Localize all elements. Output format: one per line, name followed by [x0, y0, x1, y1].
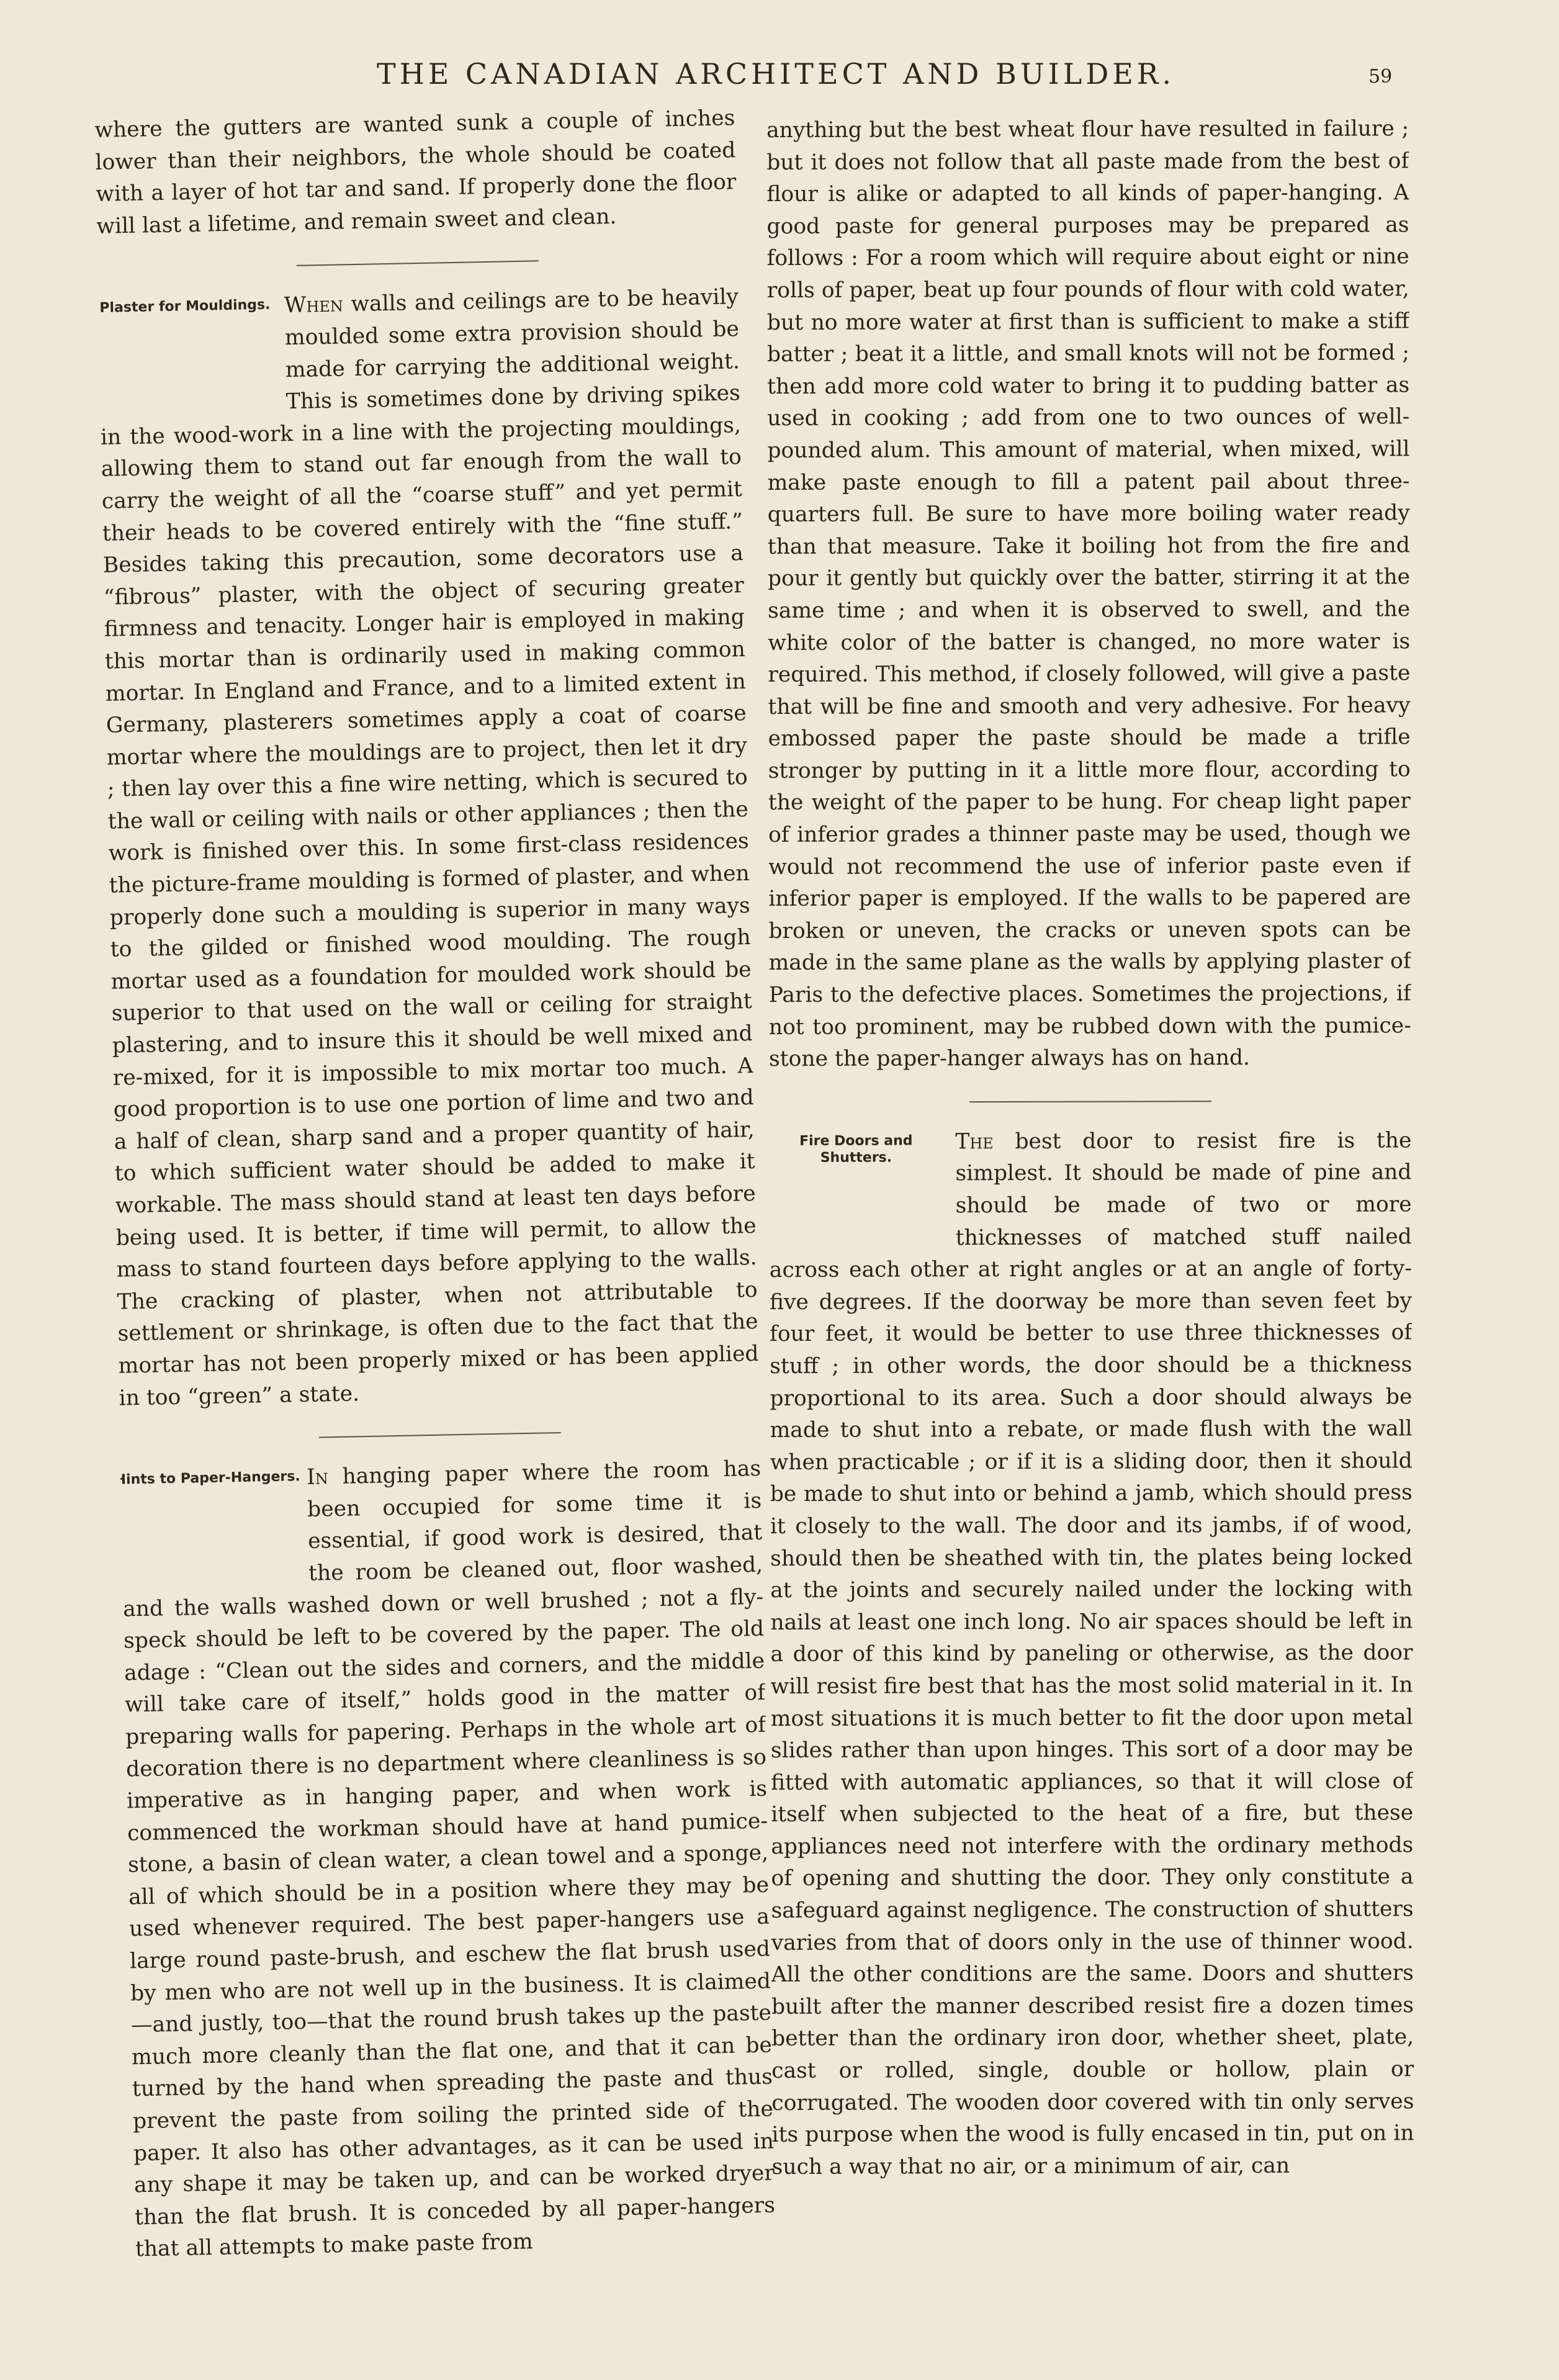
paper-lead-word: In — [306, 1464, 329, 1490]
plaster-paragraph — [98, 282, 760, 1415]
sidenote-fire-doors: Fire Doors and Shutters. — [799, 1133, 913, 1166]
fire-lead-word: The — [955, 1129, 994, 1155]
left-column — [94, 102, 777, 2324]
plaster-lead-word: When — [284, 292, 344, 318]
paper-body: hanging paper where the room has been occupied for some time it is essential, if good work is desired, that the room be cleaned out, floor washed, and the walls washed down or well brushed ; not a fly-speck should be left to be covered by the paper. The old adage : “Clean out the sides and corners, and the middle will take care of itself,” holds good in the matter of preparing walls for papering. Perhaps in the whole art of decoration there is no department where cleanliness is so imperative as in hanging paper, and when work is commenced the workman should have at hand pumice-stone, a basin of clean water, a clean towel and a sponge, all of which should be in a position where they may be used whenever required. The best paper-hangers use a large round paste-brush, and eschew the flat brush used by men who are not well up in the business. It is claimed —and justly, too—that the round brush takes up the paste much more cleanly than the flat one, and that it can be turned by the hand when spreading the paste and thus prevent the paste from soiling the printed side of the paper. It also has other advantages, as it can be used in any shape it may be taken up, and can be worked dryer than the flat brush. It is conceded by all paper-hangers that all attempts to make paste from — [122, 1456, 776, 2262]
plaster-body: walls and ceilings are to be heavily moulded some extra provision should be made for carrying the additional weight. This is sometimes done by driving spikes in the wood-work in a line with the projecting mouldings, allowing them to stand out far enough from the wall to carry the weight of all the “coarse stuff” and yet permit their heads to be covered entirely with the “fine stuff.” Besides taking this precaution, some decorators use a “fibrous” plaster, with the object of securing greater firmness and tenacity. Longer hair is employed in making this mortar than is ordinarily used in making common mortar. In England and France, and to a limited extent in Germany, plasterers sometimes apply a coat of coarse mortar where the mouldings are to project, then let it dry ; then lay over this a fine wire netting, which is secured to the wall or ceiling with nails or other appliances ; then the work is finished over this. In some first-class residences the picture-frame moulding is formed of plaster, and when properly done such a moulding is superior in many ways to the gilded or finished wood moulding. The rough mortar used as a foundation for moulded work should be superior to that used on the wall or ceiling for straight plastering, and to insure this it should be well mixed and re-mixed, for it is impossible to mix mortar too much. A good proportion is to use one portion of lime and two and a half of clean, sharp sand and a proper quantity of hair, to which sufficient water should be added to make it workable. The mass should stand at least ten days before being used. It is better, if time will permit, to allow the mass to stand fourteen days before applying to the walls. The cracking of plaster, when not attributable to settlement or shrinkage, is often due to the fact that the mortar has not been properly mixed or has been applied in too “green” a state. — [100, 284, 759, 1411]
fire-body: best door to resist fire is the simplest. It should be made of pine and should be made of two or more thicknesses of matched stuff nailed across each other at right angles or at an angle of forty-five degrees. If the doorway be more than seven feet by four feet, it would be better to use three thicknesses of stuff ; in other words, the door should be a thickness proportional to its area. Such a door should always be made to shut into a rebate, or made flush with the wall when practicable ; or if it is a sliding door, then it should be made to shut into or behind a jamb, which should press it closely to the wall. The door and its jambs, if of wood, should then be sheathed with tin, the plates being locked at the joints and securely nailed under the locking with nails at least one inch long. No air spaces should be left in a door of this kind by paneling or otherwise, as the door will resist fire best that has the most solid material in it. In most situations it is much better to fit the door upon metal slides rather than upon hinges. This sort of a door may be fitted with automatic appliances, so that it will close of itself when subjected to the heat of a fire, but these appliances need not interfere with the ordinary methods of opening and shutting the door. They only constitute a safeguard against negligence. The construction of shutters varies from that of doors only in the use of thinner wood. All the other conditions are the same. Doors and shutters built after the manner described resist fire a dozen times better than the ordinary iron door, whether sheet, plate, cast or rolled, single, double or hollow, plain or corrugated. The wooden door covered with tin only serves its purpose when the wood is fully encased in tin, put on in such a way that no air, or a minimum of air, can — [769, 1128, 1414, 2179]
fire-paragraph — [769, 1125, 1414, 2183]
paper-paragraph — [120, 1453, 776, 2266]
sidenote-plaster: Plaster for Mouldings. — [99, 297, 271, 317]
running-title: THE CANADIAN ARCHITECT AND BUILDER. — [376, 57, 1175, 91]
sidenote-paper-hangers: Hints to Paper-Hangers. — [114, 1469, 300, 1488]
section-divider — [319, 1432, 561, 1438]
right-column — [766, 113, 1414, 2325]
section-fire-doors — [769, 1125, 1414, 2183]
section-divider — [297, 261, 539, 266]
section-plaster — [98, 282, 760, 1415]
paste-paragraph: anything but the best wheat flour have resulted in failure ; but it does not follow that all paste made from the best of flour is alike or adapted to all kinds of paper-hanging. A good paste for general purposes may be prepared as follows : For a room which will require about eight or nine rolls of paper, beat up four pounds of flour with cold water, but no more water at first than is sufficient to make a stiff batter ; beat it a little, and small knots will not be formed ; then add more cold water to bring it to pudding batter as used in cooking ; add from one to two ounces of well-pounded alum. This amount of material, when mixed, will make paste enough to fill a patent pail about three-quarters full. Be sure to have more boiling water ready than that measure. Take it boiling hot from the fire and pour it gently but quickly over the batter, stirring it at the same time ; and when it is observed to swell, and the white color of the batter is changed, no more water is required. This method, if closely followed, will give a paste that will be fine and smooth and very adhesive. For heavy embossed paper the paste should be made a trifle stronger by putting in it a little more flour, according to the weight of the paper to be hung. For cheap light paper of inferior grades a thinner paste may be used, though we would not recommend the use of inferior paste even if inferior paper is employed. If the walls to be papered are broken or uneven, the cracks or uneven spots can be made in the same plane as the walls by applying plaster of Paris to the defective places. Sometimes the projections, if not too prominent, may be rubbed down with the pumice-stone the paper-hanger always has on hand. — [766, 116, 1411, 1072]
section-paper-hangers — [114, 1453, 776, 2266]
section-divider — [969, 1101, 1211, 1102]
intro-paragraph: where the gutters are wanted sunk a couple of inches lower than their neighbors, the whole should be coated with a layer of hot tar and sand. If properly done the floor will last a lifetime, and remain sweet and clean. — [94, 106, 737, 239]
page-number: 59 — [1368, 66, 1393, 88]
page-header — [0, 57, 1559, 94]
